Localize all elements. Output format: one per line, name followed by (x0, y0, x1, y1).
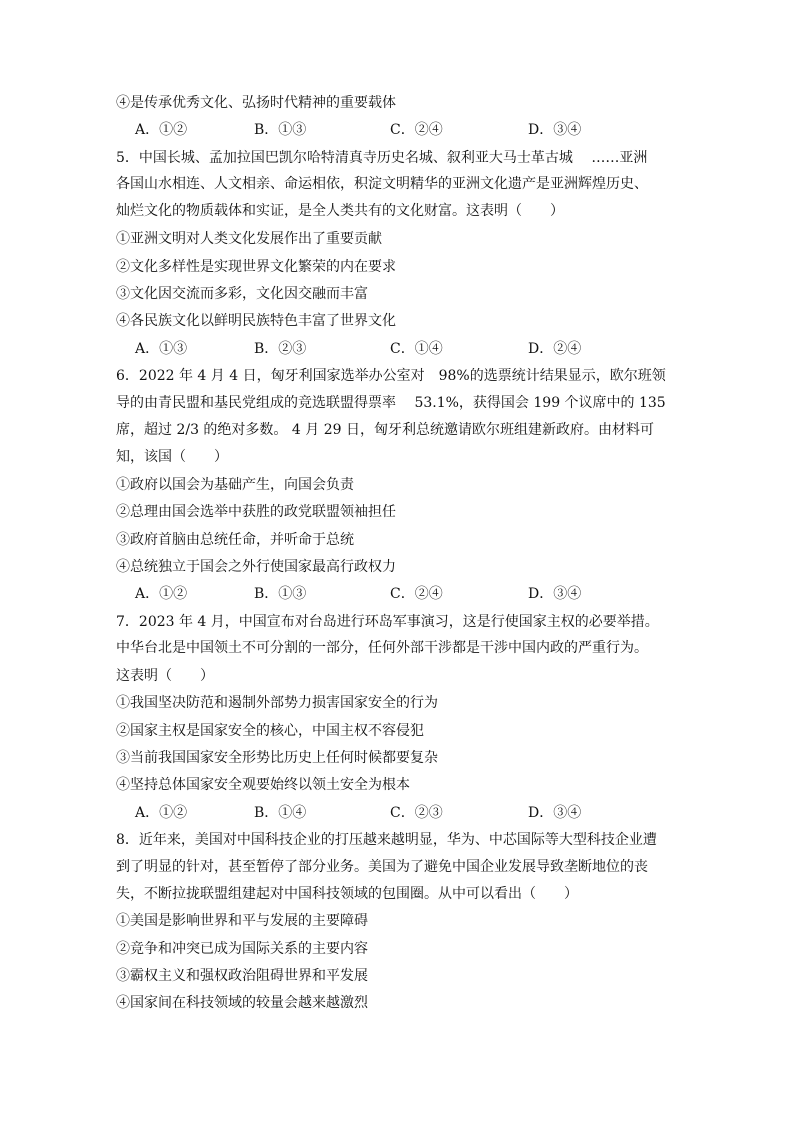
q6-statement-3: ③政府首脑由总统任命，并听命于总统 (116, 532, 354, 548)
q6-option-c[interactable]: C．②④ (390, 586, 443, 602)
q6-stem-line-2: 导的由青民盟和基民党组成的竞选联盟得票率 53.1%，获得国会 199 个议席中的 135 (116, 395, 666, 411)
q8-statement-3: ③霸权主义和强权政治阻碍世界和平发展 (116, 968, 368, 984)
q8-statement-2: ②竞争和冲突已成为国际关系的主要内容 (116, 941, 368, 957)
q5-stem-line-2: 各国山水相连、人文相亲、命运相依，积淀文明精华的亚洲文化遗产是亚洲辉煌历史、 (116, 176, 648, 192)
q8-stem-line-1: 8．近年来，美国对中国科技企业的打压越来越明显，华为、中芯国际等大型科技企业遭 (116, 832, 657, 848)
q7-stem-line-3: 这表明（ ） (116, 668, 214, 684)
prev-options (135, 120, 695, 140)
q7-option-d[interactable]: D．③④ (528, 805, 582, 821)
q7-stem-line-1: 7．2023 年 4 月，中国宣布对台岛进行环岛军事演习，这是行使国家主权的必要举措。 (116, 614, 659, 630)
q6-statement-4: ④总统独立于国会之外行使国家最高行政权力 (116, 559, 396, 575)
q5-statement-1: ①亚洲文明对人类文化发展作出了重要贡献 (116, 231, 382, 247)
prev-option-c[interactable]: C．②④ (390, 122, 443, 138)
q5-options (135, 339, 695, 359)
q6-option-d[interactable]: D．③④ (528, 586, 582, 602)
prev-statement-4: ④是传承优秀文化、弘扬时代精神的重要载体 (116, 95, 396, 111)
q5-stem-line-1: 5．中国长城、孟加拉国巴凯尔哈特清真寺历史名城、叙利亚大马士革古城 ……亚洲 (116, 150, 648, 166)
q8-stem-line-2: 到了明显的针对，甚至暂停了部分业务。美国为了避免中国企业发展导致垄断地位的丧 (116, 859, 648, 875)
q6-statement-2: ②总理由国会选举中获胜的政党联盟领袖担任 (116, 504, 396, 520)
q5-statement-2: ②文化多样性是实现世界文化繁荣的内在要求 (116, 259, 396, 275)
q7-options (135, 803, 695, 823)
q6-option-a[interactable]: A．①② (135, 586, 188, 602)
q6-stem-line-1: 6．2022 年 4 月 4 日，匈牙利国家选举办公室对 98%的选票统计结果显示，欧尔班领 (116, 368, 666, 384)
prev-option-b[interactable]: B．①③ (254, 122, 307, 138)
q5-stem-line-3: 灿烂文化的物质载体和实证，是全人类共有的文化财富。这表明（ ） (116, 203, 564, 219)
prev-option-d[interactable]: D．③④ (528, 122, 582, 138)
q7-statement-3: ③当前我国国家安全形势比历史上任何时候都要复杂 (116, 750, 438, 766)
q5-option-a[interactable]: A．①③ (135, 341, 188, 357)
q5-statement-4: ④各民族文化以鲜明民族特色丰富了世界文化 (116, 313, 396, 329)
q6-option-b[interactable]: B．①③ (254, 586, 307, 602)
q7-option-c[interactable]: C．②③ (390, 805, 443, 821)
q5-option-d[interactable]: D．②④ (528, 341, 582, 357)
q6-options (135, 584, 695, 604)
prev-option-a[interactable]: A．①② (135, 122, 188, 138)
q6-stem-line-4: 知，该国（ ） (116, 449, 228, 465)
q7-statement-1: ①我国坚决防范和遏制外部势力损害国家安全的行为 (116, 695, 438, 711)
q8-statement-4: ④国家间在科技领域的较量会越来越激烈 (116, 995, 368, 1011)
q5-statement-3: ③文化因交流而多彩，文化因交融而丰富 (116, 286, 368, 302)
q7-stem-line-2: 中华台北是中国领土不可分割的一部分，任何外部干涉都是干涉中国内政的严重行为。 (116, 640, 648, 656)
q7-option-a[interactable]: A．①② (135, 805, 188, 821)
q8-stem-line-3: 失，不断拉拢联盟组建起对中国科技领域的包围圈。从中可以看出（ ） (116, 886, 578, 902)
q6-stem-line-3: 席，超过 2/3 的绝对多数。 4 月 29 日，匈牙利总统邀请欧尔班组建新政府。由材料可 (116, 422, 654, 438)
q8-statement-1: ①美国是影响世界和平与发展的主要障碍 (116, 913, 368, 929)
q7-statement-2: ②国家主权是国家安全的核心，中国主权不容侵犯 (116, 723, 424, 739)
q5-option-b[interactable]: B．②③ (254, 341, 307, 357)
q6-statement-1: ①政府以国会为基础产生，向国会负责 (116, 477, 354, 493)
q7-option-b[interactable]: B．①④ (254, 805, 307, 821)
q5-option-c[interactable]: C．①④ (390, 341, 443, 357)
q7-statement-4: ④坚持总体国家安全观要始终以领土安全为根本 (116, 777, 410, 793)
